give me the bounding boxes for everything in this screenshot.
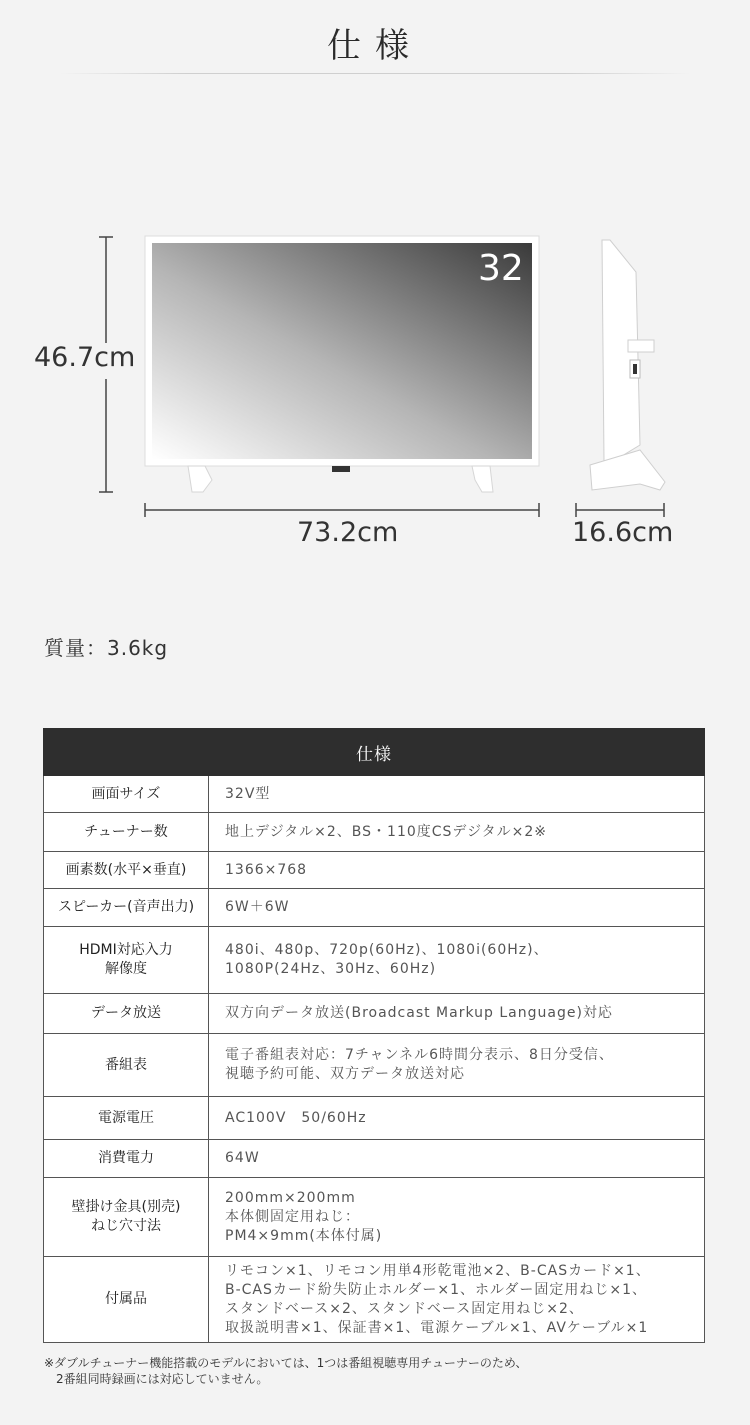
spec-label-line: 解像度	[105, 961, 147, 977]
spec-value-line: 200mm×200mm	[225, 1189, 356, 1206]
spec-row	[44, 1097, 705, 1140]
screen-size-label: 32	[478, 248, 524, 289]
spec-value-line: 電子番組表対応：7チャンネル6時間分表示、8日分受信、	[225, 1047, 614, 1063]
spec-label	[44, 776, 209, 813]
spec-label-line: 壁掛け金具(別売)	[71, 1199, 181, 1215]
spec-label-line: ねじ穴寸法	[91, 1218, 161, 1234]
spec-value-line: スタンドベース×2、スタンドベース固定用ねじ×2、	[225, 1300, 584, 1317]
spec-table-body	[44, 776, 705, 1343]
spec-value-line: 1366×768	[225, 861, 308, 878]
spec-value	[209, 852, 705, 889]
spec-value	[209, 1097, 705, 1140]
spec-label-line: 電源電圧	[98, 1109, 154, 1126]
spec-value-line: 視聴予約可能、双方データ放送対応	[225, 1066, 465, 1082]
spec-label-line: 番組表	[105, 1056, 147, 1073]
spec-row	[44, 1034, 705, 1097]
spec-value-line: 1080P(24Hz、30Hz、60Hz)	[225, 961, 437, 977]
spec-value	[209, 1140, 705, 1178]
spec-value	[209, 776, 705, 813]
spec-label-line: 付属品	[105, 1291, 147, 1307]
spec-value-line: 32V型	[225, 785, 271, 802]
spec-row	[44, 1178, 705, 1257]
spec-label	[44, 1178, 209, 1257]
spec-row	[44, 889, 705, 927]
page-title: 仕様	[327, 26, 423, 66]
spec-value	[209, 1257, 705, 1343]
width-dimension-line	[145, 503, 539, 517]
spec-label	[44, 889, 209, 927]
height-label: 46.7cm	[34, 342, 136, 373]
spec-row	[44, 927, 705, 994]
spec-label-line: 消費電力	[98, 1150, 154, 1166]
weight-label: 質量：3.6kg	[44, 636, 169, 660]
depth-label: 16.6cm	[572, 517, 674, 548]
spec-row	[44, 776, 705, 813]
spec-row	[44, 994, 705, 1034]
spec-value-line: 6W＋6W	[225, 899, 290, 915]
footnote	[44, 1355, 527, 1387]
spec-label-line: データ放送	[91, 1005, 161, 1021]
spec-row	[44, 1257, 705, 1343]
spec-row	[44, 852, 705, 889]
spec-label	[44, 852, 209, 889]
footnote-line: ※ダブルチューナー機能搭載のモデルにおいては、1つは番組視聴専用チューナーのため、	[44, 1356, 528, 1370]
spec-value-line: 64W	[225, 1150, 260, 1166]
spec-value-line: 地上デジタル×2、BS・110度CSデジタル×2※	[225, 823, 547, 840]
tv-dimension-diagram	[0, 0, 750, 600]
spec-value-line: 480i、480p、720p(60Hz)、1080i(60Hz)、	[225, 942, 549, 958]
spec-label	[44, 1097, 209, 1140]
spec-table-header: 仕様	[44, 729, 705, 776]
spec-label-line: 画面サイズ	[91, 785, 161, 802]
spec-label-line: チューナー数	[84, 823, 168, 840]
spec-value-line: PM4×9mm(本体付属)	[225, 1227, 383, 1244]
spec-value-line: 本体側固定用ねじ：	[225, 1208, 360, 1225]
spec-value	[209, 927, 705, 994]
spec-value-line: 双方向データ放送(Broadcast Markup Language)対応	[225, 1005, 613, 1021]
spec-row	[44, 1140, 705, 1178]
spec-value	[209, 994, 705, 1034]
spec-label-line: スピーカー(音声出力)	[57, 899, 195, 915]
depth-dimension-line	[576, 503, 664, 517]
spec-value-line: リモコン×1、リモコン用単4形乾電池×2、B-CASカード×1、	[225, 1262, 651, 1279]
spec-label	[44, 927, 209, 994]
footnote-line: 2番組同時録画には対応していません。	[44, 1372, 269, 1386]
tv-side-view	[590, 240, 665, 490]
spec-label	[44, 994, 209, 1034]
width-label: 73.2cm	[297, 517, 399, 548]
spec-value	[209, 813, 705, 852]
spec-label-line: 画素数(水平×垂直)	[65, 861, 187, 878]
spec-value-line: 取扱説明書×1、保証書×1、電源ケーブル×1、AVケーブル×1	[225, 1319, 649, 1336]
spec-label-line: HDMI対応入力	[79, 942, 173, 958]
spec-value	[209, 1178, 705, 1257]
spec-label	[44, 1034, 209, 1097]
spec-value-line: B-CASカード紛失防止ホルダー×1、ホルダー固定用ねじ×1、	[225, 1281, 648, 1298]
spec-row	[44, 813, 705, 852]
spec-label	[44, 1257, 209, 1343]
spec-label	[44, 1140, 209, 1178]
spec-value-line: AC100V 50/60Hz	[225, 1109, 367, 1126]
spec-value	[209, 889, 705, 927]
spec-table	[43, 728, 705, 1343]
spec-value	[209, 1034, 705, 1097]
spec-label	[44, 813, 209, 852]
